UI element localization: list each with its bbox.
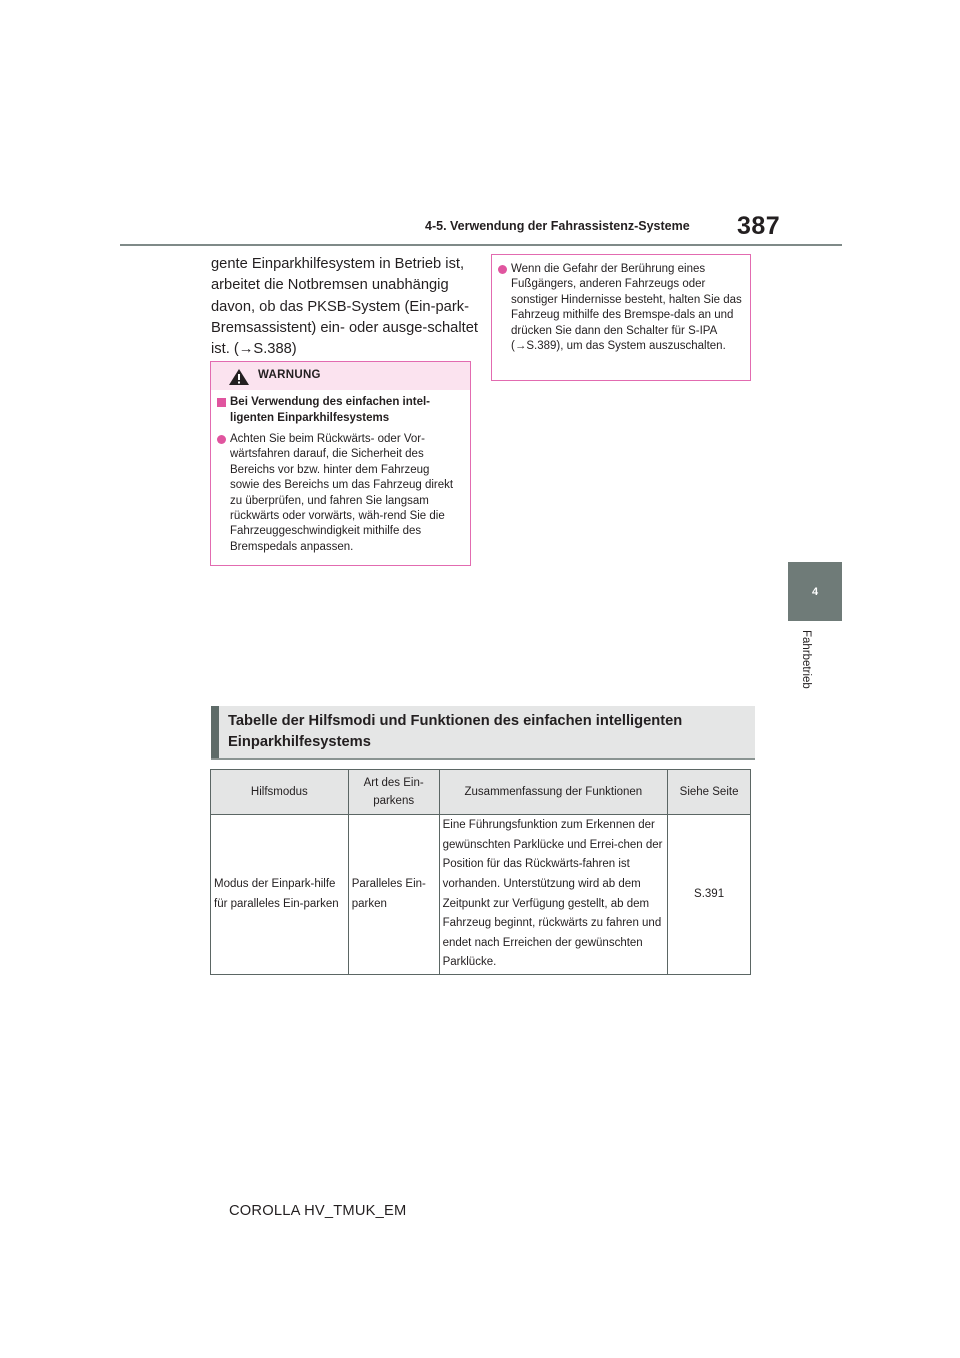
warning-header — [211, 362, 470, 390]
note-text: Wenn die Gefahr der Berührung eines Fußgängers, anderen Fahrzeugs oder sonstiger Hindernisse besteht, halten Sie das Fahrzeug mithilfe des Bremspe-dals an und drücken Sie dann den Schalter für S-IPA (→S.389), um das System auszuschalten. — [511, 263, 742, 353]
warning-title: WARNUNG — [258, 369, 321, 381]
mode-cell: Modus der Einpark-hilfe für paralleles Ein-parken — [211, 815, 349, 975]
header-rule — [120, 244, 842, 246]
column-header: Zusammenfassung der Funktionen — [439, 770, 668, 815]
square-bullet-icon — [217, 398, 226, 407]
section-title: 4-5. Verwendung der Fahrassistenz-Systeme — [425, 219, 690, 233]
parking-type-cell: Paralleles Ein-parken — [348, 815, 439, 975]
note-box — [491, 254, 751, 381]
round-bullet-icon — [498, 265, 507, 274]
intro-paragraph: gente Einparkhilfesystem in Betrieb ist, arbeitet die Notbremsen unabhängig davon, ob das PKSB-System (Ein-park-Bremsassistent) ein- oder ausge-schaltet ist. (→S.388) — [211, 256, 478, 358]
assist-modes-table — [210, 769, 751, 975]
chapter-label: Fahrbetrieb — [800, 630, 812, 689]
column-header: Hilfsmodus — [211, 770, 349, 815]
column-header: Art des Ein-parkens — [348, 770, 439, 815]
chapter-tab — [788, 562, 842, 621]
table-heading-bar — [211, 706, 219, 759]
page-number: 387 — [737, 212, 781, 240]
table-header-row — [211, 770, 751, 815]
summary-cell: Eine Führungsfunktion zum Erkennen der gewünschten Parklücke und Errei-chen der Position für das Rückwärts-fahren ist vorhanden. Unterstützung wird ab dem Zeitpunkt zur Verfügung gestellt, ab dem Fahrzeug beginnt, rückwärts zu fahren und endet nach Erreichen der gewünschten Parklücke. — [439, 815, 668, 975]
column-header: Siehe Seite — [668, 770, 751, 815]
round-bullet-icon — [217, 435, 226, 444]
note-item — [498, 262, 742, 354]
warning-text-item — [217, 432, 462, 555]
warning-box — [210, 361, 471, 566]
table-heading: Tabelle der Hilfsmodi und Funktionen des einfachen intelligenten Einparkhilfesystems — [228, 713, 683, 751]
chapter-number: 4 — [811, 585, 819, 598]
warning-heading-item — [217, 395, 462, 426]
footer-model: COROLLA HV_TMUK_EM — [229, 1203, 407, 1219]
warning-text: Achten Sie beim Rückwärts- oder Vor-wärtsfahren darauf, die Sicherheit des Bereichs vor bzw. hinter dem Fahrzeug sowie des Bereichs um das Fahrzeug direkt zu überprüfen, und fahren Sie langsam rückwärts oder vorwärts, wäh-rend Sie die Fahrzeuggeschwindigkeit mithilfe des Bremspedals anpassen. — [230, 433, 454, 553]
page-reference-cell: S.391 — [668, 815, 751, 975]
warning-triangle-icon — [228, 368, 250, 386]
table-row — [211, 815, 751, 975]
table-heading-rule — [211, 758, 755, 760]
warning-heading: Bei Verwendung des einfachen intel-ligenten Einparkhilfesystems — [230, 396, 431, 424]
table-heading-box — [211, 706, 755, 759]
